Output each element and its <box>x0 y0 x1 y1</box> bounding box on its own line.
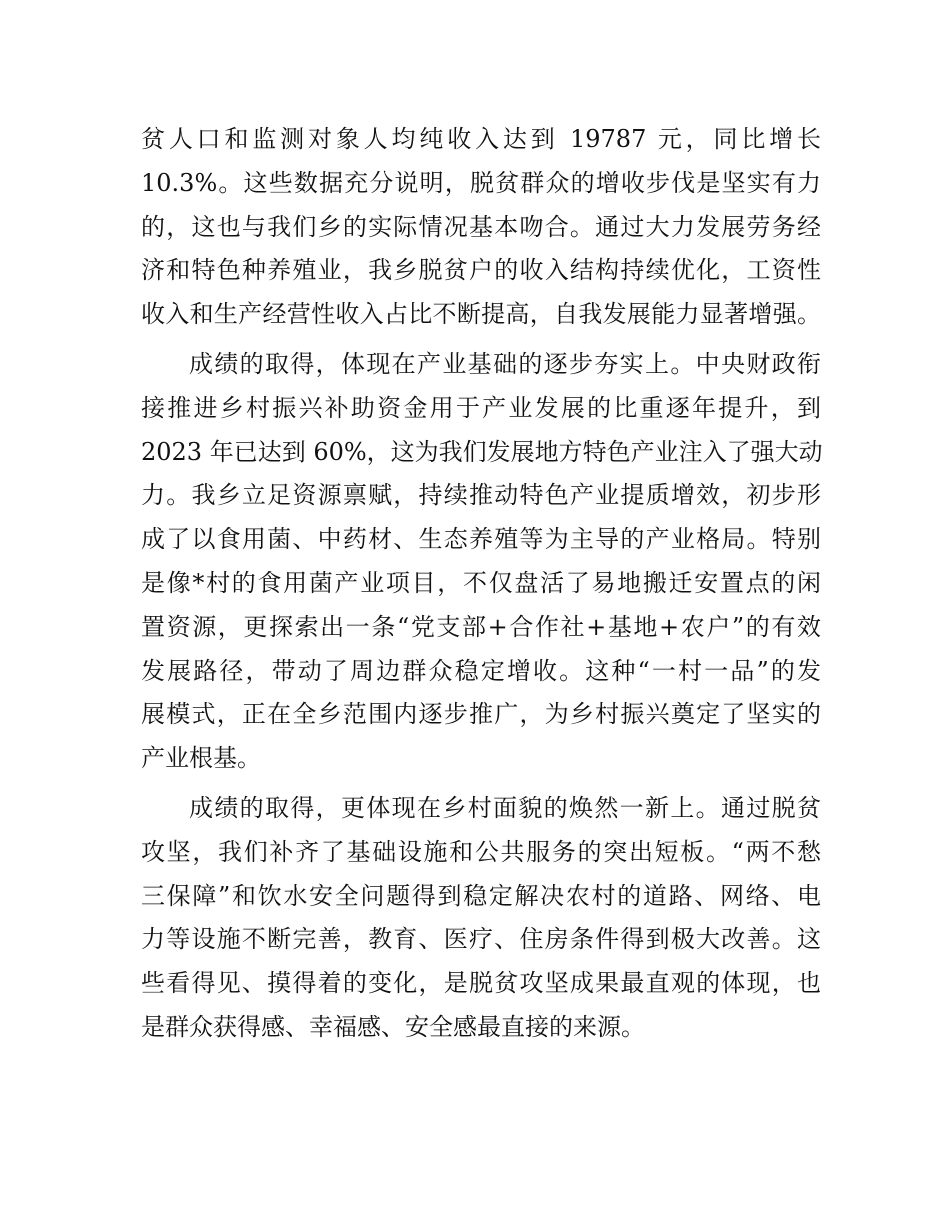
text-line: 2023 年已达到 60%，这为我们发展地方特色产业注入了强大动 <box>141 437 823 466</box>
text-line: 攻坚，我们补齐了基础设施和公共服务的突出短板。“两不愁 <box>141 837 821 866</box>
paragraph-industry <box>141 343 821 781</box>
text-line: 三保障”和饮水安全问题得到稳定解决农村的道路、网络、电 <box>141 881 821 910</box>
text-line: 展模式，正在全乡范围内逐步推广，为乡村振兴奠定了坚实的 <box>141 700 821 729</box>
paragraph-income <box>141 118 821 337</box>
text-line: 力等设施不断完善，教育、医疗、住房条件得到极大改善。这 <box>141 925 821 954</box>
text-line: 是像*村的食用菌产业项目，不仅盘活了易地搬迁安置点的闲 <box>141 568 821 597</box>
text-line: 济和特色种养殖业，我乡脱贫户的收入结构持续优化，工资性 <box>141 256 821 285</box>
text-line: 力。我乡立足资源禀赋，持续推动特色产业提质增效，初步形 <box>141 481 821 510</box>
text-line: 收入和生产经营性收入占比不断提高，自我发展能力显著增强。 <box>141 300 821 329</box>
text-line: 置资源，更探索出一条“党支部+合作社+基地+农户”的有效 <box>141 612 821 641</box>
text-line: 贫人口和监测对象人均纯收入达到 19787 元，同比增长 <box>141 125 821 153</box>
text-line: 10.3%。这些数据充分说明，脱贫群众的增收步伐是坚实有力 <box>141 168 821 197</box>
text-line: 发展路径，带动了周边群众稳定增收。这种“一村一品”的发 <box>141 656 821 685</box>
text-line: 的，这也与我们乡的实际情况基本吻合。通过大力发展劳务经 <box>141 212 821 241</box>
document-body <box>141 118 821 1050</box>
text-line: 成了以食用菌、中药材、生态养殖等为主导的产业格局。特别 <box>141 525 821 554</box>
text-line: 产业根基。 <box>141 744 261 773</box>
text-line: 成绩的取得，体现在产业基础的逐步夯实上。中央财政衔 <box>189 349 821 378</box>
text-line: 些看得见、摸得着的变化，是脱贫攻坚成果最直观的体现，也 <box>141 969 821 998</box>
text-line: 是群众获得感、幸福感、安全感最直接的来源。 <box>141 1012 645 1041</box>
text-line: 成绩的取得，更体现在乡村面貌的焕然一新上。通过脱贫 <box>189 793 821 822</box>
text-line: 接推进乡村振兴补助资金用于产业发展的比重逐年提升，到 <box>141 393 821 422</box>
paragraph-village <box>141 787 821 1050</box>
